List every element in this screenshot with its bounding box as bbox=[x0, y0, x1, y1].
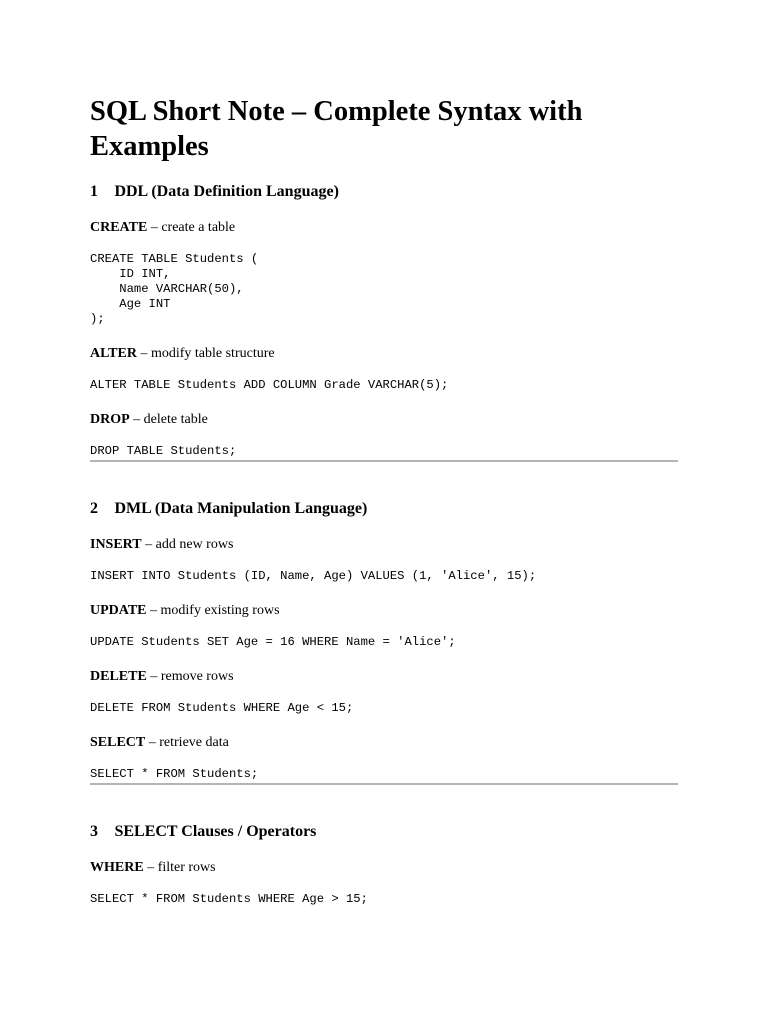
section-dml bbox=[90, 499, 678, 785]
term-drop bbox=[90, 411, 678, 429]
section-heading: 1⃣ DDL (Data Definition Language) bbox=[90, 183, 339, 200]
term-alter bbox=[90, 345, 678, 363]
term-keyword: INSERT bbox=[90, 537, 142, 552]
term-keyword: SELECT bbox=[90, 735, 146, 750]
term-select bbox=[90, 734, 678, 752]
section-heading: 3⃣ SELECT Clauses / Operators bbox=[90, 823, 317, 840]
term-description: – modify table structure bbox=[136, 346, 275, 361]
term-create bbox=[90, 219, 678, 237]
code-block-where: SELECT * FROM Students WHERE Age > 15; bbox=[90, 892, 368, 906]
term-description: – add new rows bbox=[141, 537, 234, 552]
code-block-alter: ALTER TABLE Students ADD COLUMN Grade VARCHAR(5); bbox=[90, 378, 449, 392]
code-block-insert: INSERT INTO Students (ID, Name, Age) VALUES (1, 'Alice', 15); bbox=[90, 569, 537, 583]
term-description: – retrieve data bbox=[145, 735, 229, 750]
term-keyword: CREATE bbox=[90, 220, 148, 235]
code-block-create: CREATE TABLE Students ( ID INT, Name VARCHAR(50), Age INT ); bbox=[90, 252, 259, 326]
term-description: – create a table bbox=[147, 220, 236, 235]
term-delete bbox=[90, 668, 678, 686]
document-title: SQL Short Note – Complete Syntax with Examples bbox=[90, 96, 583, 162]
document-page bbox=[90, 90, 678, 907]
term-insert bbox=[90, 536, 678, 554]
code-block-delete: DELETE FROM Students WHERE Age < 15; bbox=[90, 701, 354, 715]
code-block-update: UPDATE Students SET Age = 16 WHERE Name = 'Alice'; bbox=[90, 635, 456, 649]
term-update bbox=[90, 602, 678, 620]
term-keyword: DROP bbox=[90, 412, 130, 427]
term-description: – filter rows bbox=[143, 860, 216, 875]
code-block-drop: DROP TABLE Students; bbox=[90, 444, 237, 458]
section-heading: 2⃣ DML (Data Manipulation Language) bbox=[90, 500, 368, 517]
term-where bbox=[90, 859, 678, 877]
section-select-clauses bbox=[90, 822, 678, 907]
term-keyword: UPDATE bbox=[90, 603, 147, 618]
code-block-select: SELECT * FROM Students; bbox=[90, 767, 259, 781]
term-description: – remove rows bbox=[146, 669, 234, 684]
section-ddl bbox=[90, 182, 678, 462]
term-description: – modify existing rows bbox=[146, 603, 280, 618]
term-keyword: DELETE bbox=[90, 669, 147, 684]
term-keyword: ALTER bbox=[90, 346, 137, 361]
term-description: – delete table bbox=[129, 412, 208, 427]
term-keyword: WHERE bbox=[90, 860, 144, 875]
